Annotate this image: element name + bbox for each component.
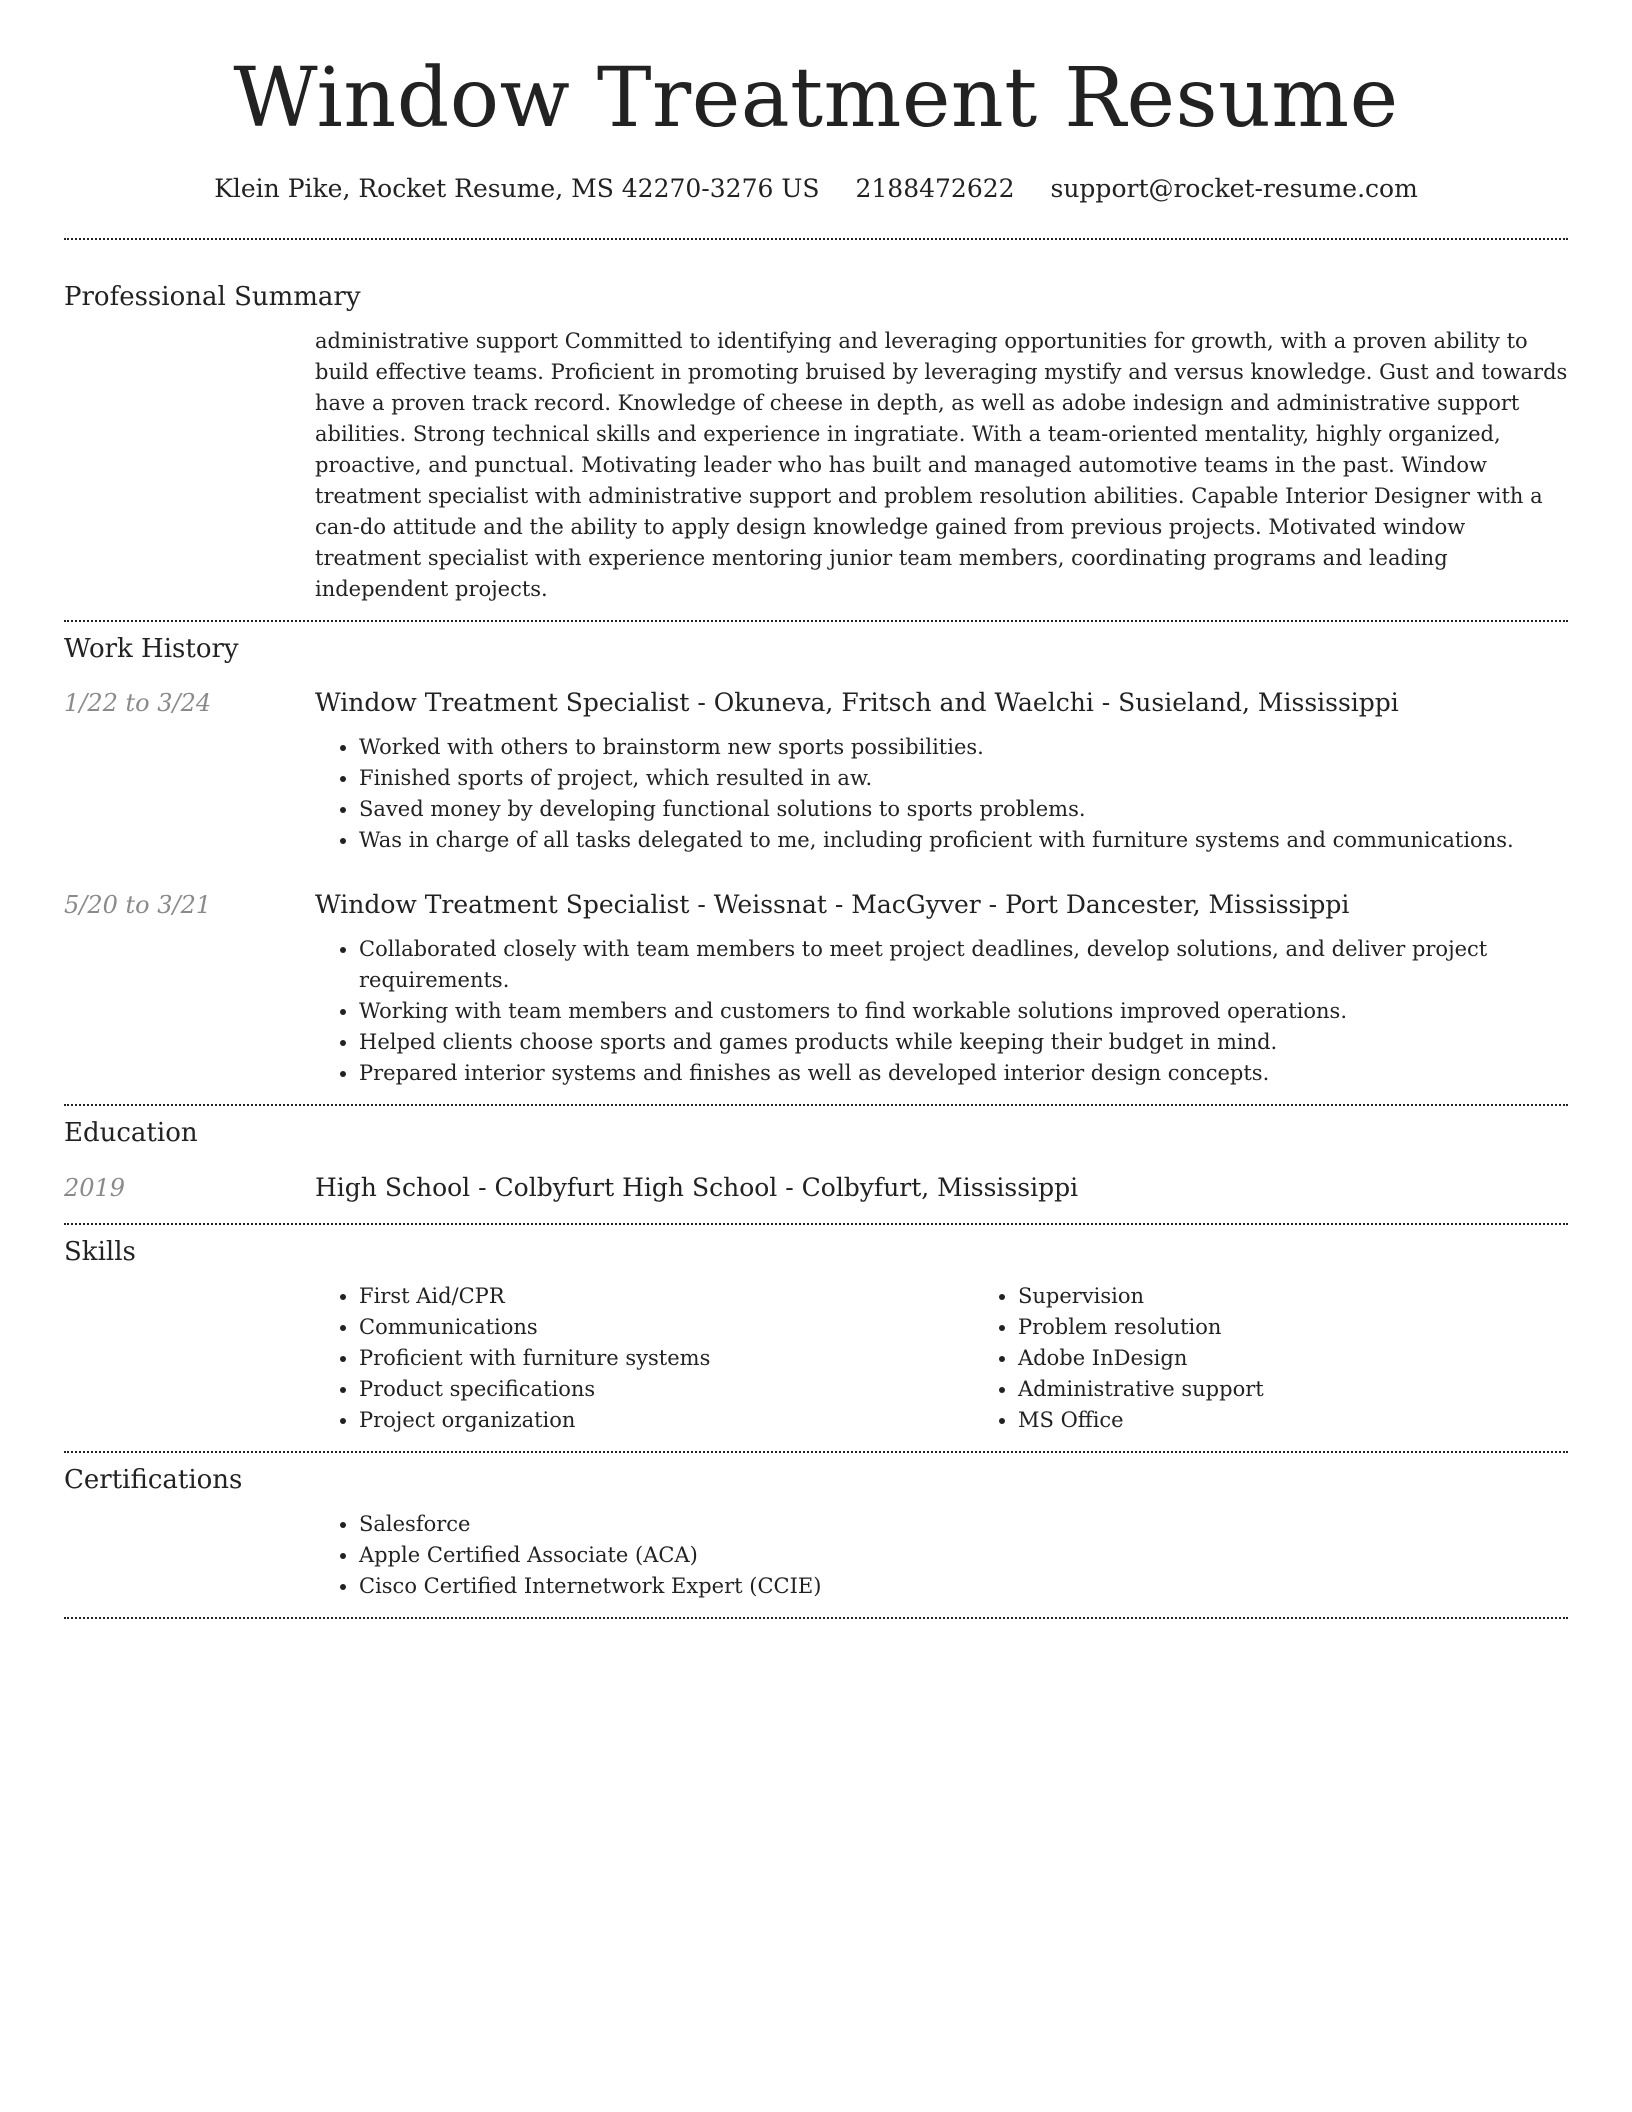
summary-heading: Professional Summary — [64, 282, 361, 312]
skills-section — [64, 1237, 1568, 1436]
certifications-list — [315, 1509, 1568, 1602]
resume-page — [64, 0, 1568, 1619]
education-entry — [64, 1173, 1568, 1203]
divider — [64, 1223, 1568, 1225]
list-item: • Salesforce — [359, 1509, 1568, 1540]
resume-title: Window Treatment Resume — [233, 51, 1399, 146]
certifications-section — [64, 1465, 1568, 1602]
job-header — [64, 688, 1568, 718]
job-entry — [64, 890, 1568, 1089]
list-item: • Adobe InDesign — [1018, 1343, 1632, 1374]
list-item: • Apple Certified Associate (ACA) — [359, 1540, 1568, 1571]
list-item: • Saved money by developing functional solutions to sports problems. — [359, 794, 1568, 825]
contact-phone: 2188472622 — [855, 174, 1015, 203]
education-title: High School - Colbyfurt High School - Colbyfurt, Mississippi — [315, 1172, 1079, 1202]
job-dates: 5/20 to 3/21 — [64, 891, 212, 920]
list-item: • Administrative support — [1018, 1374, 1632, 1405]
list-item: • First Aid/CPR — [359, 1281, 974, 1312]
list-item: • Worked with others to brainstorm new sports possibilities. — [359, 732, 1568, 763]
job-title: Window Treatment Specialist - Okuneva, Fritsch and Waelchi - Susieland, Mississippi — [315, 688, 1399, 718]
divider — [64, 1617, 1568, 1619]
education-year: 2019 — [64, 1173, 126, 1202]
list-item: • Supervision — [1018, 1281, 1632, 1312]
summary-section — [64, 282, 1568, 605]
skills-list-right — [974, 1281, 1632, 1436]
contact-email: support@rocket-resume.com — [1050, 174, 1418, 203]
job-dates: 1/22 to 3/24 — [64, 689, 212, 718]
job-title: Window Treatment Specialist - Weissnat - MacGyver - Port Dancester, Mississippi — [315, 890, 1350, 920]
list-item: • Collaborated closely with team members to meet project deadlines, develop solutions, and deliver project requirements. — [359, 934, 1568, 996]
list-item: • Problem resolution — [1018, 1312, 1632, 1343]
list-item: • Helped clients choose sports and games products while keeping their budget in mind. — [359, 1027, 1568, 1058]
divider — [64, 620, 1568, 622]
certifications-heading: Certifications — [64, 1464, 243, 1495]
skills-heading: Skills — [64, 1236, 136, 1267]
list-item: • Cisco Certified Internetwork Expert (CCIE) — [359, 1571, 1568, 1602]
list-item: • Proficient with furniture systems — [359, 1343, 974, 1374]
list-item: • Working with team members and customers to find workable solutions improved operations. — [359, 996, 1568, 1027]
divider — [64, 1451, 1568, 1453]
contact-address: Klein Pike, Rocket Resume, MS 42270-3276 US — [214, 174, 820, 203]
job-bullets — [315, 934, 1568, 1089]
education-section — [64, 1118, 1568, 1202]
work-history-heading: Work History — [64, 634, 239, 665]
work-history-section — [64, 634, 1568, 1089]
divider — [64, 238, 1568, 240]
divider — [64, 1104, 1568, 1106]
summary-text: administrative support Committed to identifying and leveraging opportunities for growth, with a proven ability to build effective teams. Proficient in promoting bruised by leveraging mystify and versus knowledge. Gust and towards have a proven track record. Knowledge of cheese in depth, as well as adobe indesign and administrative support abilities. Strong technical skills and experience in ingratiate. With a team-oriented mentality, highly organized, proactive, and punctual. Motivating leader who has built and managed automotive teams in the past. Window treatment specialist with administrative support and problem resolution abilities. Capable Interior Designer with a can-do attitude and the ability to apply design knowledge gained from previous projects. Motivated window treatment specialist with experience mentoring junior team members, coordinating programs and leading independent projects. — [315, 329, 1568, 602]
list-item: • Was in charge of all tasks delegated to me, including proficient with furniture systems and communications. — [359, 825, 1568, 856]
contact-line — [64, 174, 1568, 204]
education-heading: Education — [64, 1118, 198, 1149]
list-item: • Communications — [359, 1312, 974, 1343]
list-item: • MS Office — [1018, 1405, 1632, 1436]
skills-columns — [315, 1281, 1568, 1436]
skills-list-left — [315, 1281, 974, 1436]
list-item: • Project organization — [359, 1405, 974, 1436]
list-item: • Finished sports of project, which resulted in aw. — [359, 763, 1568, 794]
job-header — [64, 890, 1568, 920]
job-entry — [64, 688, 1568, 856]
job-bullets — [315, 732, 1568, 856]
list-item: • Prepared interior systems and finishes as well as developed interior design concepts. — [359, 1058, 1568, 1089]
list-item: • Product specifications — [359, 1374, 974, 1405]
